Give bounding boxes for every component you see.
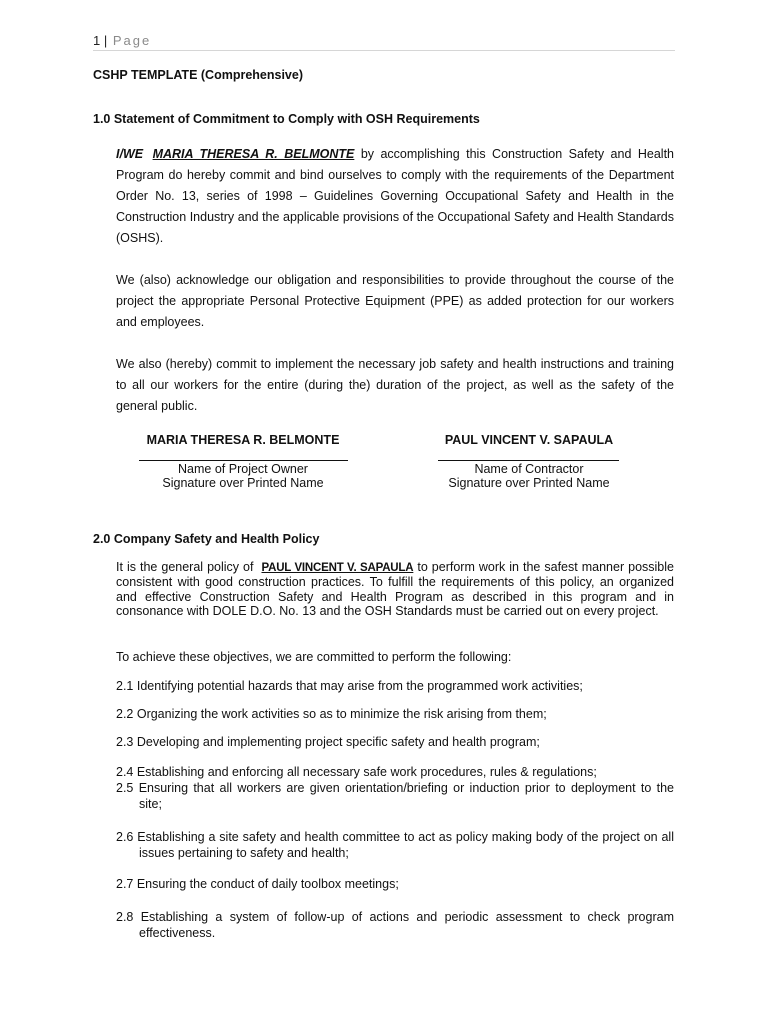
commitment-paragraph-3: We also (hereby) commit to implement the necessary job safety and health instructions and training to all our workers for the entire (during the) duration of the project, as well as the safety of the general public. [116, 357, 674, 413]
list-item: 2.8 Establishing a system of follow-up of actions and periodic assessment to check program effectiveness. [116, 910, 674, 940]
section-1-heading: 1.0 Statement of Commitment to Comply with OSH Requirements [93, 112, 480, 126]
page-number: 1 [93, 33, 101, 48]
owner-signature-caption [132, 462, 354, 490]
list-item: 2.1 Identifying potential hazards that may arise from the programmed work activities; [116, 679, 583, 693]
list-item: 2.3 Developing and implementing project specific safety and health program; [116, 735, 540, 749]
owner-name-inline: MARIA THERESA R. BELMONTE [152, 147, 355, 161]
contractor-name-inline: PAUL VINCENT V. SAPAULA [261, 562, 414, 574]
policy-paragraph [116, 560, 674, 618]
commitment-paragraph-2: We (also) acknowledge our obligation and responsibilities to provide throughout the course of the project the appropriate Personal Protective Equipment (PPE) as added protection for our workers and employees. [116, 273, 674, 329]
list-item: 2.5 Ensuring that all workers are given orientation/briefing or induction prior to deployment to the site; [116, 781, 674, 811]
owner-caption-line-2: Signature over Printed Name [162, 476, 324, 490]
commitment-prefix: I/WE [116, 147, 144, 161]
document-title: CSHP TEMPLATE (Comprehensive) [93, 68, 303, 82]
header-divider [93, 50, 675, 51]
owner-caption-line-1: Name of Project Owner [178, 462, 308, 476]
commitment-paragraph-1 [116, 144, 674, 249]
list-item: 2.6 Establishing a site safety and health committee to act as policy making body of the project on all issues pertaining to safety and health; [116, 830, 674, 860]
owner-signature-line [139, 460, 348, 461]
page-label: Page [112, 33, 152, 48]
policy-prefix: It is the general policy of [116, 560, 254, 574]
contractor-signature-name: PAUL VINCENT V. SAPAULA [444, 433, 614, 447]
page-header [93, 33, 151, 48]
commitment-text: by accomplishing this Construction Safety and Health Program do hereby commit and bind ourselves to comply with the requirements of the Department Order No. 13, series of 1998 – Guidelines Governing Occupational Safety and Health in the Construction Industry and the applicable provisions of the Occupational Safety and Health Standards (OSHS). [116, 147, 675, 245]
contractor-caption-line-1: Name of Contractor [474, 462, 584, 476]
list-item: 2.4 Establishing and enforcing all necessary safe work procedures, rules & regulations; [116, 765, 597, 779]
contractor-signature-line [438, 460, 619, 461]
page-separator: | [103, 33, 108, 48]
contractor-caption-line-2: Signature over Printed Name [448, 476, 610, 490]
list-item: 2.7 Ensuring the conduct of daily toolbox meetings; [116, 877, 399, 891]
section-2-heading: 2.0 Company Safety and Health Policy [93, 532, 320, 546]
owner-signature-name: MARIA THERESA R. BELMONTE [146, 433, 340, 447]
contractor-signature-caption [426, 462, 632, 490]
list-item: 2.2 Organizing the work activities so as to minimize the risk arising from them; [116, 707, 547, 721]
objectives-intro: To achieve these objectives, we are committed to perform the following: [116, 650, 512, 664]
policy-text: to perform work in the safest manner possible consistent with good construction practices. To fulfill the requirements of this policy, an organized and effective Construction Safety and Health Program as described in this program and in consonance with DOLE D.O. No. 13 and the OSH Standards must be carried out on every project. [116, 560, 674, 618]
